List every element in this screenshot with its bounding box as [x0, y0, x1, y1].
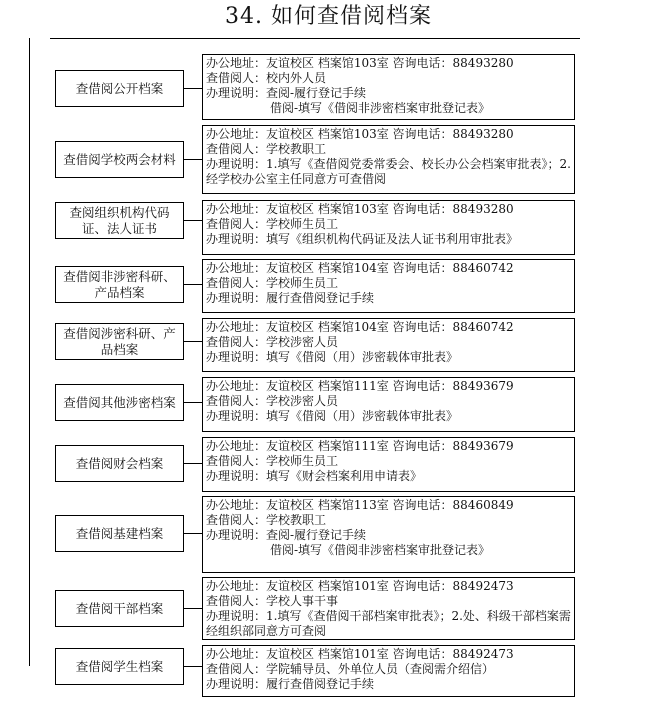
handling-instructions: 办理说明：1.填写《查借阅党委常委会、校长办公会档案审批表》；2.经学校办公室主任同意方可查借阅 [206, 157, 571, 186]
handling-instructions-extra: 借阅-填写《借阅非涉密档案审批登记表》 [270, 543, 491, 557]
borrower-type: 查借阅人：学校教职工 [206, 513, 327, 527]
borrower-type: 查借阅人：学校人事干事 [206, 594, 339, 608]
borrower-type: 查借阅人：学校师生员工 [206, 276, 339, 290]
connector-line [184, 159, 202, 160]
handling-instructions: 办理说明：填写《财会档案利用申请表》 [206, 469, 423, 483]
connector-line [184, 341, 202, 342]
borrower-type: 查借阅人：学院辅导员、外单位人员（查阅需介绍信） [206, 662, 495, 676]
archive-type-box: 查借阅基建档案 [55, 515, 184, 552]
archive-type-box: 查借阅涉密科研、产品档案 [55, 323, 184, 360]
archive-detail-box [202, 496, 575, 573]
handling-instructions: 办理说明：查阅-履行登记手续 [206, 86, 367, 100]
archive-type-box: 查借阅学生档案 [55, 648, 184, 685]
handling-instructions: 办理说明：填写《借阅（用）涉密载体审批表》 [206, 350, 459, 364]
connector-line [184, 220, 202, 221]
office-address: 办公地址：友谊校区 档案馆111室 咨询电话：88493679 [206, 379, 514, 393]
borrower-type: 查借阅人：校内外人员 [206, 71, 327, 85]
borrower-type: 查借阅人：学校涉密人员 [206, 335, 339, 349]
handling-instructions: 办理说明：履行查借阅登记手续 [206, 677, 375, 691]
archive-detail-box [202, 645, 575, 697]
borrower-type: 查借阅人：学校教职工 [206, 142, 327, 156]
archive-type-box: 查阅组织机构代码证、法人证书 [55, 202, 184, 239]
office-address: 办公地址：友谊校区 档案馆101室 咨询电话：88492473 [206, 647, 514, 661]
office-address: 办公地址：友谊校区 档案馆103室 咨询电话：88493280 [206, 56, 514, 70]
title-underline [50, 38, 580, 39]
handling-instructions: 办理说明：1.填写《查借阅干部档案审批表》；2.处、科级干部档案需经组织部同意方可查阅 [206, 609, 571, 638]
archive-detail-box [202, 125, 575, 194]
office-address: 办公地址：友谊校区 档案馆103室 咨询电话：88493280 [206, 202, 514, 216]
archive-detail-box [202, 377, 575, 432]
office-address: 办公地址：友谊校区 档案馆104室 咨询电话：88460742 [206, 261, 514, 275]
connector-line [184, 533, 202, 534]
archive-type-box: 查借阅学校两会材料 [55, 141, 184, 178]
connector-line [184, 608, 202, 609]
handling-instructions: 办理说明：履行查借阅登记手续 [206, 291, 375, 305]
handling-instructions: 办理说明：填写《借阅（用）涉密载体审批表》 [206, 409, 459, 423]
connector-line [184, 463, 202, 464]
archive-type-box: 查借阅干部档案 [55, 590, 184, 627]
archive-detail-box [202, 318, 575, 372]
office-address: 办公地址：友谊校区 档案馆103室 咨询电话：88493280 [206, 127, 514, 141]
office-address: 办公地址：友谊校区 档案馆111室 咨询电话：88493679 [206, 439, 514, 453]
office-address: 办公地址：友谊校区 档案馆101室 咨询电话：88492473 [206, 579, 514, 593]
archive-detail-box [202, 259, 575, 313]
connector-line [184, 666, 202, 667]
archive-type-box: 查借阅非涉密科研、产品档案 [55, 266, 184, 303]
borrower-type: 查借阅人：学校涉密人员 [206, 394, 339, 408]
connector-line [184, 88, 202, 89]
archive-type-box: 查借阅财会档案 [55, 445, 184, 482]
connector-line [184, 284, 202, 285]
archive-detail-box [202, 577, 575, 640]
archive-type-box: 查借阅公开档案 [55, 70, 184, 107]
archive-detail-box [202, 54, 575, 120]
page-title: 34. 如何查借阅档案 [225, 4, 432, 29]
flow-spine-line [29, 38, 30, 666]
archive-type-box: 查借阅其他涉密档案 [55, 384, 184, 421]
handling-instructions: 办理说明：填写《组织机构代码证及法人证书利用审批表》 [206, 232, 519, 246]
borrower-type: 查借阅人：学校师生员工 [206, 454, 339, 468]
archive-detail-box [202, 200, 575, 255]
office-address: 办公地址：友谊校区 档案馆113室 咨询电话：88460849 [206, 498, 514, 512]
handling-instructions-extra: 借阅-填写《借阅非涉密档案审批登记表》 [270, 101, 491, 115]
handling-instructions: 办理说明：查阅-履行登记手续 [206, 528, 367, 542]
archive-detail-box [202, 437, 575, 492]
office-address: 办公地址：友谊校区 档案馆104室 咨询电话：88460742 [206, 320, 514, 334]
connector-line [184, 402, 202, 403]
borrower-type: 查借阅人：学校师生员工 [206, 217, 339, 231]
